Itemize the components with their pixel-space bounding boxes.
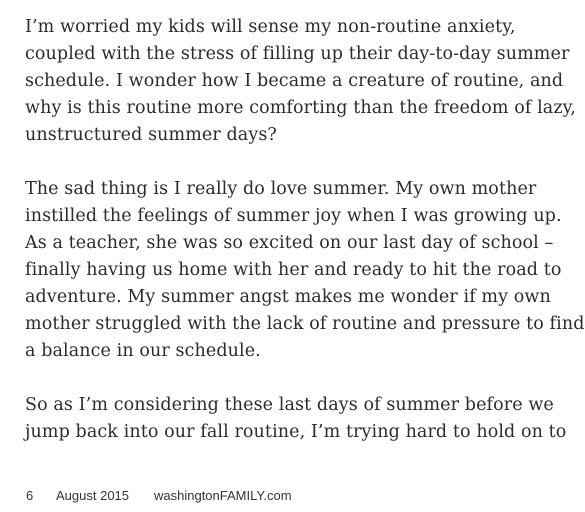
text-line: adventure. My summer angst makes me wonder if my own <box>25 287 551 307</box>
text-line: jump back into our fall routine, I’m trying hard to hold on to <box>25 422 567 442</box>
text-line: unstructured summer days? <box>25 125 277 145</box>
paragraph-1 <box>25 14 576 149</box>
text-line: mother struggled with the lack of routine and pressure to find <box>25 314 585 334</box>
text-line: why is this routine more comforting than the freedom of lazy, <box>25 98 576 118</box>
text-line: schedule. I wonder how I became a creature of routine, and <box>25 71 564 91</box>
page-footer <box>26 488 292 503</box>
paragraph-3 <box>25 392 567 446</box>
text-line: So as I’m considering these last days of summer before we <box>25 395 554 415</box>
text-line: coupled with the stress of filling up their day-to-day summer <box>25 44 570 64</box>
text-line: a balance in our schedule. <box>25 341 261 361</box>
issue-date: August 2015 <box>56 488 130 503</box>
text-line: As a teacher, she was so excited on our last day of school – <box>25 233 554 253</box>
text-line: finally having us home with her and ready to hit the road to <box>25 260 562 280</box>
article-body <box>25 14 585 473</box>
text-line: I’m worried my kids will sense my non-routine anxiety, <box>25 17 516 37</box>
text-line: The sad thing is I really do love summer. My own mother <box>25 179 537 199</box>
page-number: 6 <box>26 488 34 503</box>
text-line: instilled the feelings of summer joy when I was growing up. <box>25 206 562 226</box>
publication-website: washingtonFAMILY.com <box>154 488 292 503</box>
paragraph-2 <box>25 176 585 365</box>
